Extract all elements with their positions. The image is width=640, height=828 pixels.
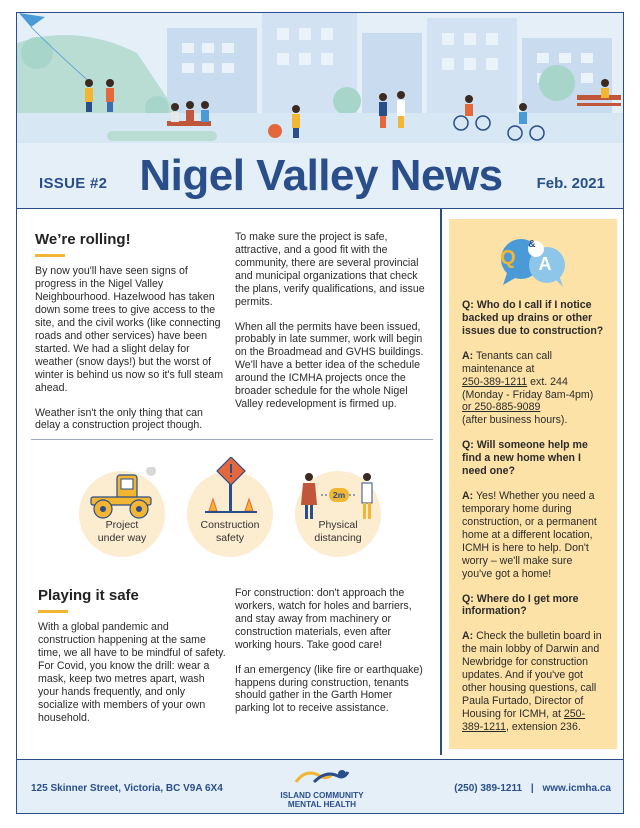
safe-heading: Playing it safe [38, 587, 139, 604]
footer-website-link[interactable]: www.icmha.ca [542, 783, 611, 794]
footer [17, 759, 624, 814]
after-hours-phone: 250-885-9089 [474, 401, 541, 414]
heading-accent-bar [35, 254, 65, 257]
footer-phone[interactable]: (250) 389-1211 [454, 783, 523, 794]
warning-sign-icon [203, 457, 259, 515]
answer-text: (Monday - Friday 8am-4pm) [462, 388, 594, 401]
qa-panel [449, 219, 617, 749]
answer-text: , extension 236. [505, 720, 581, 733]
rolling-paragraph: By now you'll have seen signs of progress in the Nigel Valley Neighbourhood. Hazelwood has taken down some trees to give access to the site, and the civil works (like connecting roads and other services) have been started. We had a slight delay for weather (snow days!) but the worst of winter is behind us now so it's full steam ahead. [35, 265, 224, 394]
rolling-column-2 [235, 231, 429, 423]
answer-prefix: A: [462, 630, 474, 643]
logo-line: ISLAND COMMUNITY [280, 791, 364, 800]
qa-question: Q: Who do I call if I notice backed up drains or other issues due to construction? [462, 299, 604, 337]
wave-logo-icon [292, 768, 352, 786]
answer-prefix: A: [462, 349, 474, 362]
icon-caption [288, 519, 388, 544]
answer-text: (after business hours). [462, 414, 568, 427]
city-park-illustration [17, 13, 624, 143]
safe-paragraph: With a global pandemic and construction happening at the same time, we all have to be mindful of safety. For Covid, you know the drill: wear a mask, keep two metres apart, wash your hands frequently, and only socialize with members of your own household. [38, 621, 226, 724]
column-divider [440, 209, 442, 755]
steamroller-icon [87, 467, 167, 519]
answer-text: Check the bulletin board in the main lobby of Darwin and Newbridge for construction updates. And if you've got other housing questions, call Paula Furtado, Director of Housing for ICMH, at [462, 630, 602, 720]
issue-number: ISSUE #2 [39, 175, 108, 192]
icon-caption-line: Project [105, 519, 139, 531]
qa-question: Q: Where do I get more information? [462, 592, 579, 618]
newsletter-page [16, 12, 624, 814]
icon-caption [72, 519, 172, 544]
after-hours-link[interactable] [462, 401, 540, 413]
qa-badge-a: A [538, 254, 552, 274]
safe-paragraph: For construction: don't approach the workers, watch for holes and barriers, and stay away from machinery or construction materials, even after working hours. Take good care! [235, 587, 412, 651]
qa-answer [462, 350, 604, 428]
issue-date: Feb. 2021 [536, 175, 605, 192]
answer-text: ext. 244 [530, 375, 568, 388]
qa-badge-amp: & [528, 239, 536, 250]
icon-caption-line: Physical [318, 519, 358, 531]
answer-text: Tenants can call maintenance at [462, 349, 552, 375]
answer-prefix: A: [462, 490, 474, 503]
safe-column-2 [235, 587, 429, 727]
heading-accent-bar [38, 610, 68, 613]
answer-text: Yes! Whether you need a temporary home during construction, or a permanent home at a different location, ICMH is here to help. Don't worry – we'll make sure you've got a home! [462, 490, 597, 580]
rolling-column-1 [35, 231, 225, 444]
rolling-paragraph: When all the permits have been issued, probably in late summer, work will begin on the Broadmead and GVHS buildings. We'll have a better idea of the schedule around the ICMHA projects once the broader schedule for the whole Nigel Valley redevelopment is firmed up. [235, 320, 424, 411]
footer-contact [454, 783, 611, 794]
safe-paragraph: If an emergency (like fire or earthquake) happens during construction, tenants should gather in the Garth Homer parking lot to receive assistance. [235, 663, 423, 715]
icon-caption-line: Construction [200, 519, 260, 531]
rolling-heading: We’re rolling! [35, 231, 131, 248]
icmh-logo [267, 768, 377, 809]
safe-column-1 [38, 587, 228, 737]
footer-separator: | [530, 783, 534, 794]
rolling-paragraph: Weather isn't the only thing that can delay a construction project though. [35, 406, 203, 432]
icon-caption [180, 519, 280, 544]
qa-answer [462, 490, 604, 580]
answer-text: or [462, 401, 472, 414]
qa-badge-q: Q [500, 247, 516, 269]
icon-caption-line: under way [97, 531, 147, 544]
footer-address: 125 Skinner Street, Victoria, BC V9A 6X4 [31, 783, 223, 794]
logo-line: MENTAL HEALTH [287, 800, 357, 810]
qa-question: Q: Will someone help me find a new home when I need one? [462, 439, 588, 478]
masthead-header [17, 13, 624, 209]
icon-caption-line: distancing [314, 531, 362, 544]
distance-badge: 2m [332, 490, 346, 500]
qa-answer [462, 630, 604, 733]
maintenance-phone-link[interactable]: 250-389-1211 [462, 375, 528, 388]
section-divider [31, 439, 433, 440]
housing-phone-link[interactable]: 250-389-1211 [462, 707, 586, 733]
rolling-paragraph: To make sure the project is safe, attractive, and a good fit with the community, there are several provincial and municipal organizations that check the plans, verify qualifications, and issue permits. [235, 231, 425, 308]
newsletter-title: Nigel Valley News [139, 151, 503, 200]
icon-caption-line: safety [215, 531, 244, 544]
